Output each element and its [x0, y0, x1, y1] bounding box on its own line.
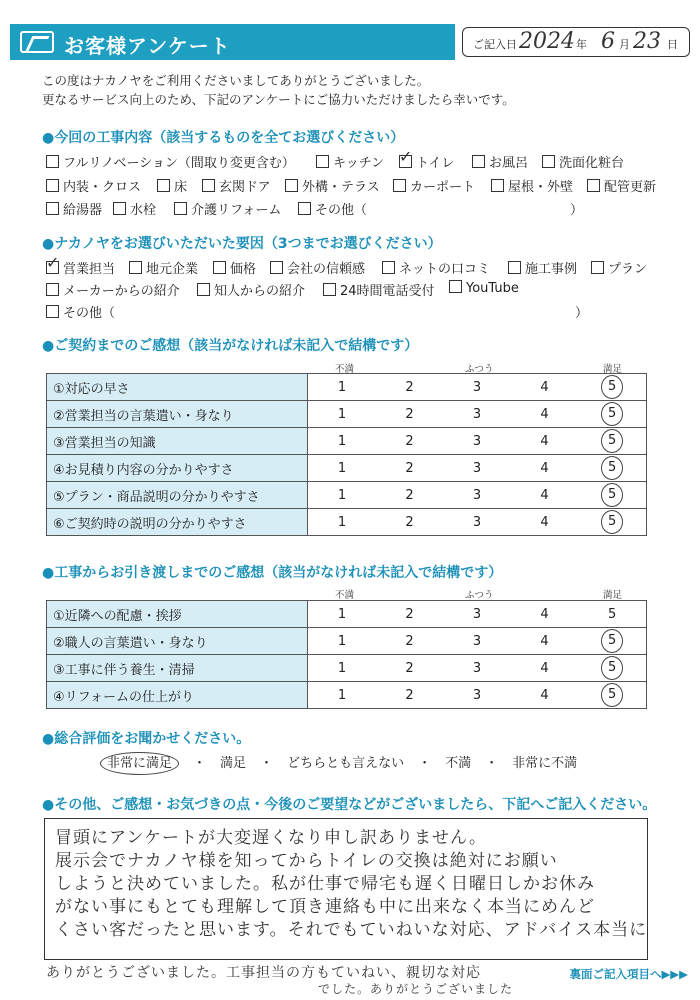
rating-option-number: 4 — [540, 406, 549, 422]
rating-row-label: ④リフォームの仕上がり — [47, 682, 308, 709]
q4-rating-table — [46, 600, 647, 709]
comment-line: 冒頭にアンケートが大変遅くなり申し訳ありません。 — [55, 828, 487, 848]
rating-option-number: 4 — [540, 660, 549, 676]
rating-option[interactable] — [511, 401, 579, 428]
rating-option-circled: 5 — [601, 456, 623, 480]
rating-option[interactable] — [578, 601, 646, 628]
q2-option[interactable]: 会社の信頼感 — [270, 258, 365, 277]
rating-option-number: 1 — [337, 487, 347, 503]
q1-option[interactable]: 介護リフォーム — [174, 199, 281, 218]
rating-option[interactable] — [578, 509, 646, 536]
rating-option[interactable] — [376, 401, 444, 428]
rating-option[interactable] — [376, 482, 444, 509]
rating-option[interactable] — [376, 601, 444, 628]
q2-option[interactable]: 施工事例 — [508, 258, 577, 277]
rating-option-number: 1 — [337, 460, 347, 476]
rating-option[interactable] — [308, 428, 376, 455]
rating-option[interactable] — [308, 655, 376, 682]
rating-row-label: ③営業担当の知識 — [47, 428, 308, 455]
rating-row-label: ⑤プラン・商品説明の分かりやすさ — [47, 482, 308, 509]
rating-option[interactable] — [511, 655, 579, 682]
rating-option[interactable] — [578, 374, 646, 401]
rating-option-number: 2 — [405, 514, 414, 530]
q1-option[interactable]: ✓ トイレ — [399, 152, 454, 171]
scale-high-label: 満足 — [603, 590, 623, 601]
comment-line: がない事にもとても理解して頂き連絡も中に出来なく本当にめんど — [55, 897, 595, 917]
checkbox[interactable] — [587, 179, 600, 192]
checkbox[interactable] — [46, 202, 59, 215]
q1-option[interactable]: 給湯器 — [46, 199, 102, 218]
rating-option[interactable] — [443, 401, 511, 428]
rating-option[interactable] — [578, 401, 646, 428]
q1-option[interactable]: 玄関ドア — [202, 176, 271, 195]
overall-option[interactable]: 満足 — [220, 756, 247, 771]
date-label: ご記入日 — [473, 38, 517, 51]
overall-option[interactable]: 非常に満足 — [100, 752, 179, 775]
rating-option[interactable] — [308, 401, 376, 428]
checkbox-checked[interactable] — [46, 261, 59, 274]
comment-line: しようと決めていました。私が仕事で帰宅も遅く日曜日しかお休み — [55, 874, 595, 894]
q2-option[interactable]: 知人からの紹介 — [197, 280, 305, 299]
month-unit: 月 — [619, 38, 630, 51]
rating-option-circled: 5 — [601, 510, 623, 534]
rating-option[interactable] — [443, 374, 511, 401]
entry-date — [462, 27, 690, 57]
rating-row — [47, 455, 647, 482]
q1-heading: ●今回の工事内容（該当するものを全てお選びください） — [42, 130, 405, 146]
rating-option[interactable] — [511, 428, 579, 455]
rating-option-number: 3 — [472, 487, 482, 503]
separator: ・ — [418, 756, 432, 771]
q1-option[interactable]: 水栓 — [113, 199, 156, 218]
rating-option-number: 2 — [405, 433, 414, 449]
checkbox[interactable] — [542, 155, 555, 168]
checkbox[interactable] — [46, 179, 59, 192]
checkbox[interactable] — [298, 202, 311, 215]
rating-row-label: ⑥ご契約時の説明の分かりやすさ — [47, 509, 308, 536]
rating-option[interactable] — [578, 455, 646, 482]
comment-line: でした。ありがとうございました — [318, 982, 514, 996]
rating-option-number: 2 — [405, 633, 414, 649]
checkbox[interactable] — [197, 283, 210, 296]
rating-option-number: 2 — [405, 687, 414, 703]
q2-other-close: ） — [575, 306, 589, 321]
checkbox[interactable] — [46, 283, 59, 296]
rating-option[interactable] — [308, 482, 376, 509]
comment-line: 展示会でナカノヤ様を知ってからトイレの交換は絶対にお願い — [55, 851, 558, 871]
q3-rating-table — [46, 373, 647, 536]
scale-high-label: 満足 — [603, 364, 623, 375]
rating-option-number: 1 — [337, 606, 347, 622]
checkbox[interactable] — [316, 155, 329, 168]
q2-option[interactable]: 地元企業 — [129, 258, 198, 277]
rating-option-number: 2 — [405, 660, 414, 676]
rating-option-circled: 5 — [601, 683, 623, 707]
rating-option-number: 4 — [540, 460, 549, 476]
rating-option-circled: 5 — [601, 429, 623, 453]
back-side-note: 裏面ご記入項目へ▶▶▶ — [569, 967, 688, 981]
rating-option-number: 3 — [472, 433, 482, 449]
rating-option[interactable] — [443, 655, 511, 682]
intro-line: この度はナカノヤをご利用くださいましてありがとうございました。 — [42, 73, 430, 88]
q6-heading: ●その他、ご感想・お気づきの点・今後のご要望などがございましたら、下記へご記入ください。 — [42, 797, 657, 813]
checkbox[interactable] — [323, 283, 336, 296]
checkbox[interactable] — [382, 261, 395, 274]
rating-option-circled: 5 — [601, 402, 623, 426]
rating-option-number: 2 — [405, 406, 414, 422]
rating-option-number: 2 — [405, 487, 414, 503]
q1-option[interactable]: 内装・クロス — [46, 176, 141, 195]
rating-option[interactable] — [511, 374, 579, 401]
checkbox-checked[interactable] — [399, 155, 412, 168]
separator: ・ — [193, 756, 207, 771]
rating-row — [47, 401, 647, 428]
rating-option[interactable] — [578, 428, 646, 455]
company-logo-icon — [20, 31, 54, 53]
rating-option[interactable] — [511, 601, 579, 628]
q2-heading: ●ナカノヤをお選びいただいた要因（3つまでお選びください） — [42, 236, 442, 252]
rating-option[interactable] — [376, 374, 444, 401]
rating-option-number: 4 — [540, 514, 549, 530]
overall-option[interactable]: 非常に不満 — [512, 756, 578, 771]
rating-row-label: ②職人の言葉遣い・身なり — [47, 628, 308, 655]
q1-option[interactable]: お風呂 — [472, 152, 528, 171]
q1-option[interactable]: 洗面化粧台 — [542, 152, 624, 171]
q2-option-other[interactable]: その他（ — [46, 302, 115, 321]
q1-option[interactable]: カーポート — [393, 176, 475, 195]
q1-option[interactable]: 床 — [157, 176, 187, 195]
rating-row-label: ④お見積り内容の分かりやすさ — [47, 455, 308, 482]
rating-option[interactable] — [376, 655, 444, 682]
q5-heading: ●総合評価をお聞かせください。 — [42, 731, 251, 747]
rating-row — [47, 682, 647, 709]
q2-option[interactable]: プラン — [591, 258, 647, 277]
rating-row — [47, 601, 647, 628]
rating-option[interactable] — [511, 482, 579, 509]
rating-row — [47, 509, 647, 536]
rating-option-circled: 5 — [601, 483, 623, 507]
rating-option-number: 3 — [472, 514, 482, 530]
separator: ・ — [485, 756, 499, 771]
rating-option[interactable] — [443, 482, 511, 509]
rating-option-number: 4 — [540, 433, 549, 449]
date-month[interactable]: 6 — [601, 29, 615, 54]
rating-option-number: 1 — [337, 633, 347, 649]
comment-line: くさい客だったと思います。それでもていねいな対応、アドバイス本当に — [55, 920, 648, 940]
rating-option[interactable] — [443, 455, 511, 482]
rating-option-number: 3 — [472, 606, 482, 622]
rating-option[interactable] — [578, 655, 646, 682]
rating-option-number: 3 — [472, 633, 482, 649]
scale-mid-label: ふつう — [465, 364, 494, 375]
rating-option-number: 4 — [540, 487, 549, 503]
rating-option[interactable] — [308, 455, 376, 482]
rating-row — [47, 628, 647, 655]
rating-option-number: 1 — [337, 406, 347, 422]
rating-option-number: 4 — [540, 687, 549, 703]
q2-option[interactable]: 価格 — [213, 258, 256, 277]
checkbox[interactable] — [46, 305, 59, 318]
scale-low-label: 不満 — [335, 590, 355, 601]
rating-option[interactable] — [578, 628, 646, 655]
checkbox[interactable] — [472, 155, 485, 168]
q1-option[interactable]: フルリノベーション（間取り変更含む） — [46, 152, 295, 171]
rating-option[interactable] — [308, 682, 376, 709]
rating-option[interactable] — [376, 455, 444, 482]
rating-option-number: 2 — [405, 460, 414, 476]
rating-option-number: 2 — [405, 606, 414, 622]
separator: ・ — [260, 756, 274, 771]
rating-option-number: 3 — [472, 460, 482, 476]
checkbox[interactable] — [270, 261, 283, 274]
checkbox[interactable] — [113, 202, 126, 215]
rating-option-circled: 5 — [601, 656, 623, 680]
rating-option[interactable] — [376, 682, 444, 709]
rating-option[interactable] — [511, 509, 579, 536]
q1-option[interactable]: 外構・テラス — [285, 176, 380, 195]
q4-heading: ●工事からお引き渡しまでのご感想（該当がなければ未記入で結構です） — [42, 565, 503, 581]
rating-row-label: ②営業担当の言葉遣い・身なり — [47, 401, 308, 428]
q1-other-close: ） — [570, 203, 584, 218]
rating-option-circled: 5 — [601, 375, 623, 399]
checkbox[interactable] — [213, 261, 226, 274]
q1-option[interactable]: キッチン — [316, 152, 384, 171]
rating-option[interactable] — [578, 482, 646, 509]
rating-option[interactable] — [443, 509, 511, 536]
checkbox[interactable] — [129, 261, 142, 274]
rating-option[interactable] — [308, 601, 376, 628]
q1-option[interactable]: 配管更新 — [587, 176, 656, 195]
rating-option-number: 1 — [337, 514, 347, 530]
rating-option-number: 4 — [540, 633, 549, 649]
form-header — [10, 24, 690, 60]
rating-option-number: 1 — [337, 379, 347, 395]
scale-low-label: 不満 — [335, 364, 355, 375]
rating-row-label: ①近隣への配慮・挨拶 — [47, 601, 308, 628]
q2-option[interactable]: メーカーからの紹介 — [46, 280, 180, 299]
rating-option[interactable] — [511, 682, 579, 709]
checkbox[interactable] — [393, 179, 406, 192]
rating-option-number: 4 — [540, 606, 549, 622]
rating-option-number: 1 — [337, 687, 347, 703]
rating-option-number: 3 — [472, 406, 482, 422]
rating-option[interactable] — [308, 628, 376, 655]
checkbox[interactable] — [285, 179, 298, 192]
rating-option-number: 3 — [472, 379, 482, 395]
q1-option[interactable]: 屋根・外壁 — [491, 176, 573, 195]
rating-option-number: 1 — [337, 433, 347, 449]
checkbox[interactable] — [46, 155, 59, 168]
rating-option[interactable] — [376, 628, 444, 655]
overall-option[interactable]: どちらとも言えない — [287, 756, 405, 771]
overall-rating-options — [100, 752, 577, 771]
comment-box[interactable] — [44, 818, 648, 960]
rating-option[interactable] — [443, 601, 511, 628]
checkbox[interactable] — [508, 261, 521, 274]
checkbox[interactable] — [491, 179, 504, 192]
rating-option[interactable] — [443, 428, 511, 455]
rating-option-number: 2 — [405, 379, 414, 395]
rating-option[interactable] — [578, 682, 646, 709]
rating-option-circled: 5 — [601, 629, 623, 653]
rating-row-label: ①対応の早さ — [47, 374, 308, 401]
rating-option-number: 3 — [472, 660, 482, 676]
rating-row — [47, 374, 647, 401]
checkbox[interactable] — [449, 280, 462, 293]
rating-option[interactable] — [443, 628, 511, 655]
rating-option-number: 3 — [472, 687, 482, 703]
q2-option[interactable]: ✓営業担当 — [46, 258, 115, 277]
rating-option[interactable] — [308, 509, 376, 536]
q2-option[interactable]: ネットの口コミ — [382, 258, 490, 277]
overall-option[interactable]: 不満 — [445, 756, 472, 771]
q3-heading: ●ご契約までのご感想（該当がなければ未記入で結構です） — [42, 338, 419, 354]
rating-option[interactable] — [308, 374, 376, 401]
intro-line: 更なるサービス向上のため、下記のアンケートにご協力いただけましたら幸いです。 — [42, 92, 515, 107]
year-unit: 年 — [576, 38, 587, 51]
checkbox[interactable] — [174, 202, 187, 215]
rating-option[interactable] — [376, 509, 444, 536]
rating-option-number: 4 — [540, 379, 549, 395]
q2-option[interactable]: YouTube — [449, 280, 519, 296]
page-title: お客様アンケート — [64, 34, 231, 58]
checkbox[interactable] — [202, 179, 215, 192]
title-bar — [10, 24, 455, 60]
checkbox[interactable] — [591, 261, 604, 274]
q1-option-other[interactable]: その他（ — [298, 199, 367, 218]
comment-line: ありがとうございました。工事担当の方もていねい、親切な対応 — [46, 965, 481, 981]
rating-row — [47, 655, 647, 682]
day-unit: 日 — [667, 38, 678, 51]
q2-option[interactable]: 24時間電話受付 — [323, 280, 435, 299]
checkbox[interactable] — [157, 179, 170, 192]
scale-mid-label: ふつう — [465, 590, 494, 601]
rating-option-number: 5 — [608, 606, 617, 622]
rating-option[interactable] — [511, 455, 579, 482]
rating-row — [47, 428, 647, 455]
rating-option[interactable] — [376, 428, 444, 455]
rating-row — [47, 482, 647, 509]
rating-row-label: ③工事に伴う養生・清掃 — [47, 655, 308, 682]
rating-option[interactable] — [443, 682, 511, 709]
date-year[interactable]: 2024 — [519, 29, 575, 54]
rating-option[interactable] — [511, 628, 579, 655]
rating-option-number: 1 — [337, 660, 347, 676]
date-day[interactable]: 23 — [633, 29, 661, 54]
